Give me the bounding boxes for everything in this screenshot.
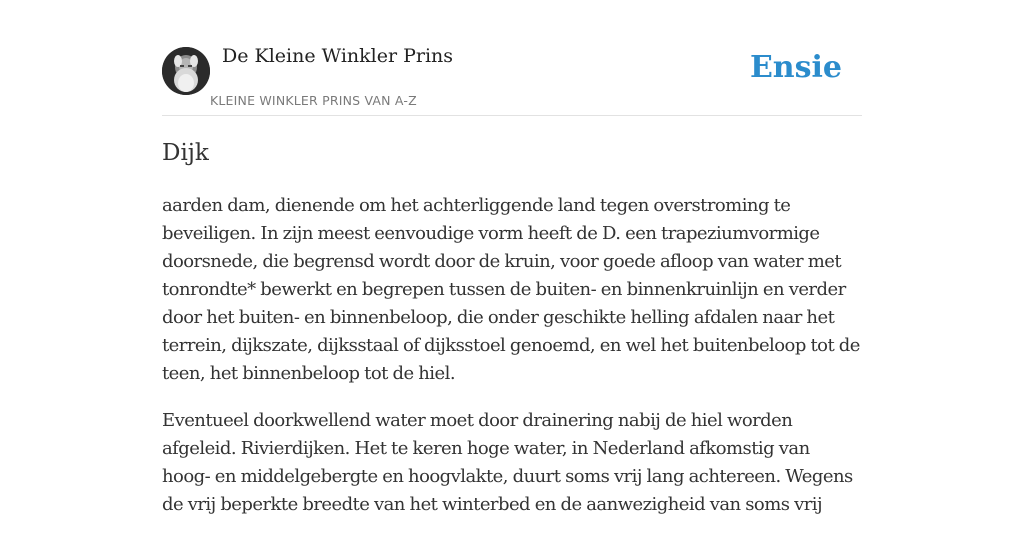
header-divider <box>162 115 862 116</box>
entry-content <box>162 192 862 538</box>
source-title[interactable]: De Kleine Winkler Prins <box>222 45 454 67</box>
bearded-man-portrait-icon <box>162 47 210 95</box>
ensie-logo[interactable]: Ensie <box>749 50 842 85</box>
entry-paragraph: Eventueel doorkwellend water moet door drainering nabij de hiel worden afgeleid. Rivierdijken. Het te keren hoge water, in Nederland afkomstig van hoog- en middelgebergte en hoogvlakte, duurt soms vrij lang achtereen. Wegens de vrij beperkte breedte van het winterbed en de aanwezigheid van soms vrij <box>162 410 853 515</box>
author-avatar[interactable] <box>162 47 210 95</box>
source-subtitle[interactable]: KLEINE WINKLER PRINS VAN A-Z <box>210 93 417 108</box>
entry-paragraph: aarden dam, dienende om het achterliggende land tegen overstroming te beveiligen. In zijn meest eenvoudige vorm heeft de D. een trapeziumvormige doorsnede, die begrensd wordt door de kruin, voor goede afloop van water met tonrondte* bewerkt en begrepen tussen de buiten- en binnenkruinlijn en verder door het buiten- en binnenbeloop, die onder geschikte helling afdalen naar het terrein, dijkszate, dijksstaal of dijksstoel genoemd, en wel het buitenbeloop tot de teen, het binnenbeloop tot de hiel. <box>162 195 860 384</box>
entry-title: Dijk <box>162 140 209 166</box>
